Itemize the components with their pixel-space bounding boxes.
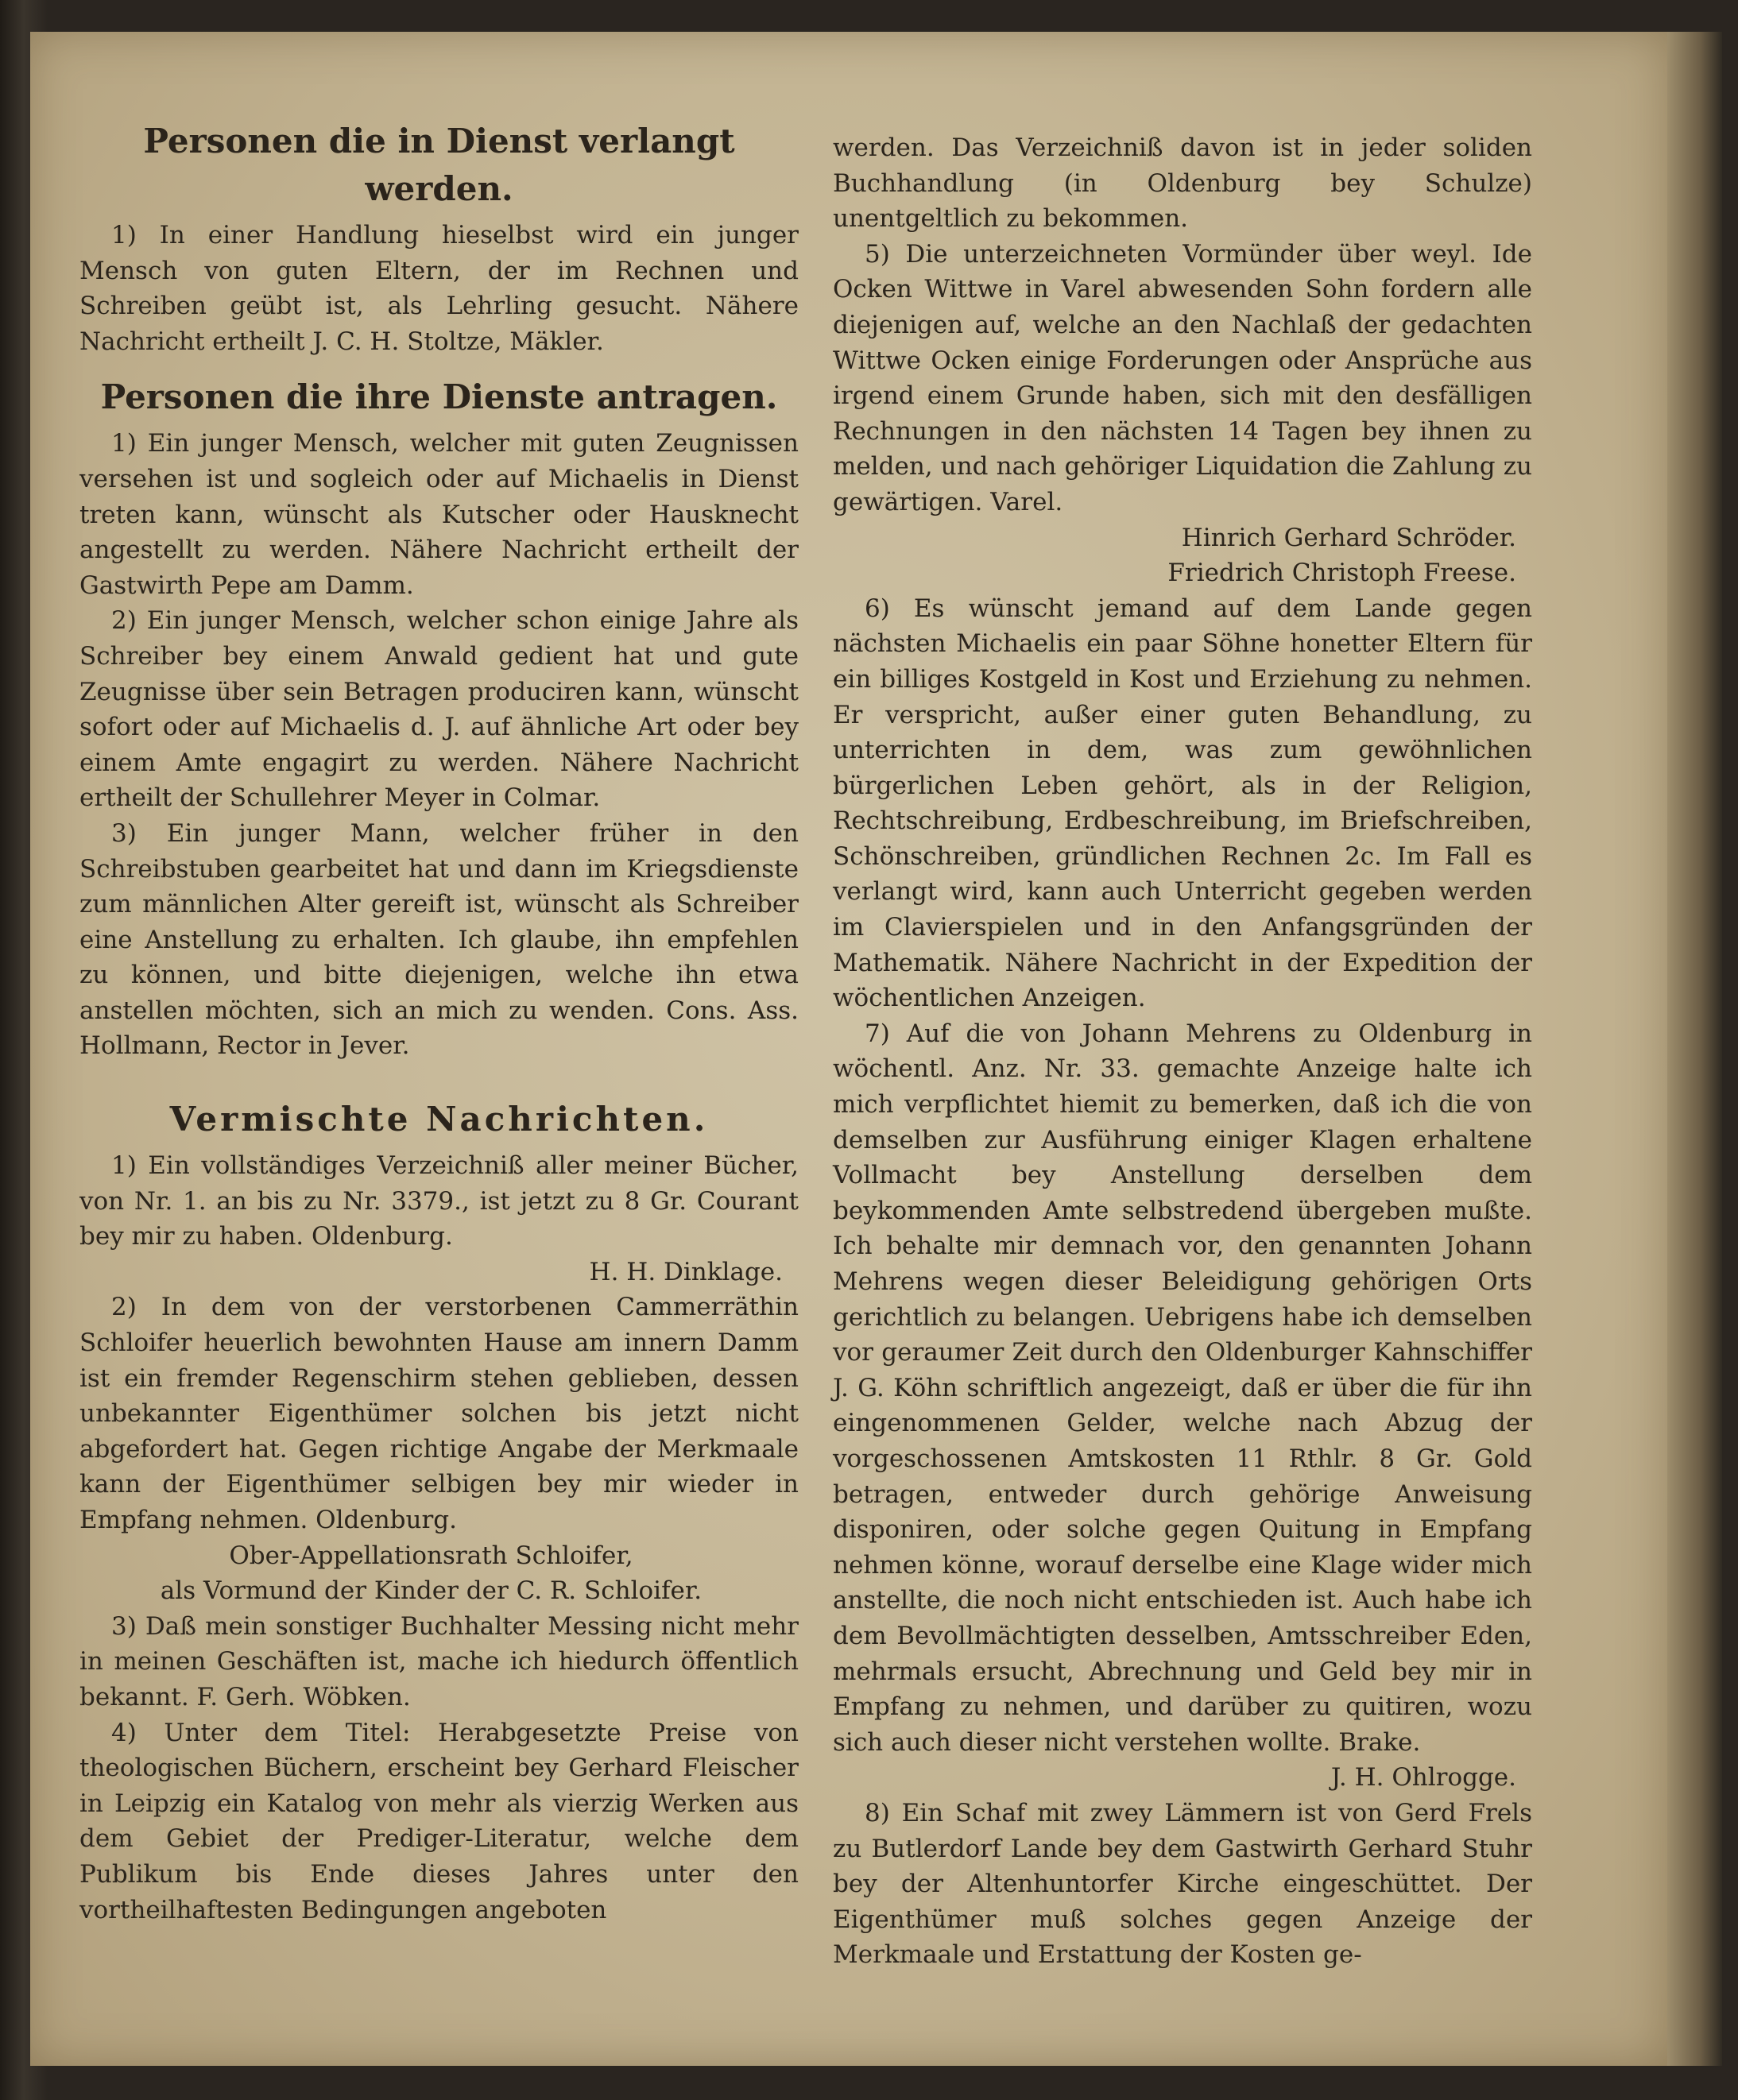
signature-freese: Friedrich Christoph Freese.: [1167, 559, 1516, 588]
ad-junger-mann: 3) Ein junger Mann, welcher früher in den Schreibstuben gearbeitet hat und dann im Kriegsdienste zum männlichen Alter gereift ist, wünscht als Schreiber eine Anstellung zu erhalten. Ich glaube, ihn empfehlen zu können, und bitte diejenigen, welche ihn etwa anstellen möchten, sich an mich zu wenden. Cons. Ass. Hollmann, Rector in Jever.: [79, 818, 799, 1061]
signature-schloifer: Ober-Appellationsrath Schloifer,: [229, 1541, 633, 1570]
notice-buecherverzeichniss: 1) Ein vollständiges Verzeichniß aller meiner Bücher, von Nr. 1. an bis zu Nr. 3379., ist jetzt zu 8 Gr. Courant bey mir zu haben. Oldenburg.: [79, 1151, 799, 1251]
notice-katalog-cont: werden. Das Verzeichniß davon ist in jeder soliden Buchhandlung (in Oldenburg bey Schulze) unentgeltlich zu bekommen.: [833, 133, 1532, 234]
notice-regenschirm: 2) In dem von der verstorbenen Cammerräthin Schloifer heuerlich bewohnten Hause am innern Damm ist ein fremder Regenschirm stehen geblieben, dessen unbekannter Eigenthümer solchen bis jetzt nicht abgefordert hat. Gegen richtige Angabe der Merkmaale kann der Eigenthümer selbigen bey mir wieder in Empfang nehmen. Oldenburg.: [79, 1293, 799, 1534]
notice-mehrens: 7) Auf die von Johann Mehrens zu Oldenburg in wöchentl. Anz. Nr. 33. gemachte Anzeige halte ich mich verpflichtet hiemit zu bemerken, daß ich die von demselben zur Ausführung einiger Klagen erhaltene Vollmacht bey Anstellung derselben dem beykommenden Amte selbstredend übergeben mußte. Ich behalte mir demnach vor, den genannten Johann Mehrens wegen dieser Beleidigung gehörigen Orts gerichtlich zu belangen. Uebrigens habe ich demselben vor geraumer Zeit durch den Oldenburger Kahnschiffer J. G. Köhn schriftlich angezeigt, daß er über die für ihn eingenommenen Gelder, welche nach Abzug der vorgeschossenen Amtskosten 11 Rthlr. 8 Gr. Gold betragen, entweder durch gehörige Anweisung disponiren, oder solche gegen Quitung in Empfang nehmen könne, worauf derselbe eine Klage wider mich anstellte, die noch nicht entschieden ist. Auch habe ich dem Bevollmächtigten desselben, Amtsschreiber Eden, mehrmals ersucht, Abrechnung und Geld bey mir in Empfang zu nehmen, und darüber zu quitiren, wozu sich auch dieser nicht verstehen wollte. Brake.: [833, 1019, 1532, 1757]
ad-schreiber: 2) Ein junger Mensch, welcher schon einige Jahre als Schreiber bey einem Anwald gedient hat und gute Zeugnisse über sein Betragen produciren kann, wünscht sofort oder auf Michaelis d. J. auf ähnliche Art oder bey einem Amte engagirt zu werden. Nähere Nachricht ertheilt der Schullehrer Meyer in Colmar.: [79, 606, 799, 813]
notice-vormuender: 5) Die unterzeichneten Vormünder über weyl. Ide Ocken Wittwe in Varel abwesenden Sohn fordern alle diejenigen auf, welche an den Nachlaß der gedachten Wittwe Ocken einige Forderungen oder Ansprüche aus irgend einem Grunde haben, sich mit den desfälligen Rechnungen in den nächsten 14 Tagen bey ihnen zu melden, und nach gehöriger Liquidation die Zahlung zu gewärtigen. Varel.: [833, 239, 1532, 516]
signature-ohlrogge: J. H. Ohlrogge.: [1330, 1763, 1516, 1793]
notice-schaf: 8) Ein Schaf mit zwey Lämmern ist von Gerd Frels zu Butlerdorf Lande bey dem Gastwirth Gerhard Stuhr bey der Altenhuntorfer Kirche eingeschüttet. Der Eigenthümer muß solches gegen Anzeige der Merkmaale und Erstattung der Kosten ge-: [833, 1798, 1532, 1970]
signature-vormund: als Vormund der Kinder der C. R. Schloifer.: [160, 1576, 703, 1606]
right-column: [833, 130, 1532, 1973]
newspaper-page: [30, 32, 1667, 2066]
ad-lehrling: 1) In einer Handlung hieselbst wird ein junger Mensch von guten Eltern, der im Rechnen und Schreiben geübt ist, als Lehrling gesucht. Nähere Nachricht ertheilt J. C. H. Stoltze, Mäkler.: [79, 221, 799, 356]
heading-vermischte: Vermischte Nachrichten.: [169, 1100, 709, 1139]
heading-dienst-verlangt: Personen die in Dienst verlangt werden.: [143, 122, 735, 208]
signature-dinklage: H. H. Dinklage.: [589, 1257, 783, 1286]
page-edge: [1667, 32, 1722, 2066]
notice-katalog: 4) Unter dem Titel: Herabgesetzte Preise von theologischen Büchern, erscheint bey Gerhard Fleischer in Leipzig ein Katalog von mehr als vierzig Werken aus dem Gebiet der Prediger-Literatur, welche dem Publikum bis Ende dieses Jahres unter den vortheilhaftesten Bedingungen angeboten: [79, 1718, 799, 1924]
notice-buchhalter: 3) Daß mein sonstiger Buchhalter Messing nicht mehr in meinen Geschäften ist, mache ich hiedurch öffentlich bekannt. F. Gerh. Wöbken.: [79, 1611, 799, 1711]
heading-dienste-antragen: Personen die ihre Dienste antragen.: [100, 377, 778, 417]
left-column: [79, 118, 799, 1928]
ad-kutscher: 1) Ein junger Mensch, welcher mit guten Zeugnissen versehen ist und sogleich oder auf Michaelis in Dienst treten kann, wünscht als Kutscher oder Hausknecht angestellt zu werden. Nähere Nachricht ertheilt der Gastwirth Pepe am Damm.: [79, 429, 799, 600]
notice-kostgeld: 6) Es wünscht jemand auf dem Lande gegen nächsten Michaelis ein paar Söhne honetter Eltern für ein billiges Kostgeld in Kost und Erziehung zu nehmen. Er verspricht, außer einer guten Behandlung, zu unterrichten in dem, was zum gewöhnlichen bürgerlichen Leben gehört, als in der Religion, Rechtschreibung, Erdbeschreibung, im Briefschreiben, Schönschreiben, gründlichen Rechnen 2c. Im Fall es verlangt wird, kann auch Unterricht gegeben werden im Clavierspielen und in den Anfangsgründen der Mathematik. Nähere Nachricht in der Expedition der wöchentlichen Anzeigen.: [833, 594, 1532, 1013]
signature-schroeder: Hinrich Gerhard Schröder.: [1181, 523, 1516, 552]
